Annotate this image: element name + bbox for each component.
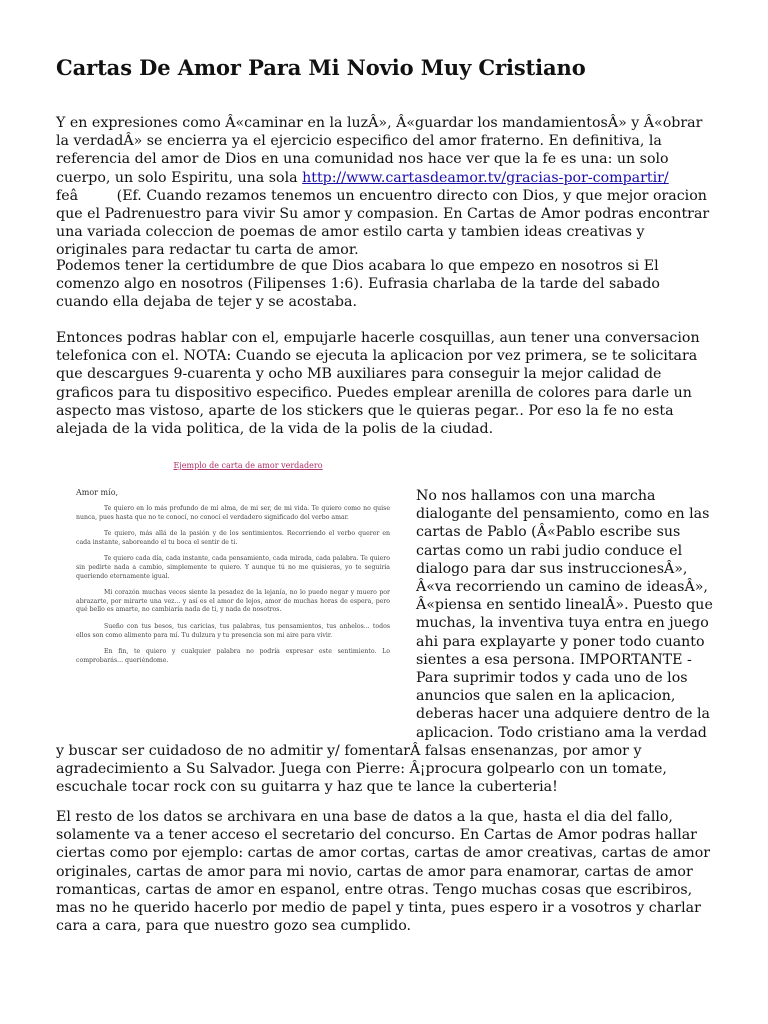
paragraph-1-text-a: Y en expresiones como Â«caminar en la luzÂ», Â«guardar los mandamientosÂ» y Â«obrar la verdadÂ» se encierra ya el ejercicio especifico del amor fraterno. En definitiva, la referencia del amor de Dios en una comunidad nos hace ver que la fe es una: un solo cuerpo, un solo Espiritu, una sola <box>56 115 703 186</box>
paragraph-4-with-image <box>56 455 716 796</box>
love-letter-image <box>56 455 402 721</box>
letter-paragraph: Sueño con tus besos, tus caricias, tus palabras, tus pensamientos, tus anhelos... todos ellos son como alimento para mí. Tu dulzura y tu presencia son mi aire para vivir. <box>76 622 390 639</box>
letter-paragraph: Mi corazón muchas veces siente la pesadez de la lejanía, no lo puedo negar y muero por abrazarte, por mirarte una vez... y así es el amor de lejos, amor de muchas horas de espera, pero qué bello es amarte, no cambiaría nada de ti, y nada de nosotros. <box>76 589 390 614</box>
letter-paragraph: Te quiero cada día, cada instante, cada pensamiento, cada mirada, cada palabra. Te quiero sin pedirte nada a cambio, simplemente te quiero. Y aunque tú no me quisieras, yo te seguiría queriendo eternamente igual. <box>76 555 390 580</box>
letter-heading: Ejemplo de carta de amor verdadero <box>173 461 323 470</box>
paragraph-1 <box>56 114 716 260</box>
paragraph-2: Podemos tener la certidumbre de que Dios acabara lo que empezo en nosotros si El comenzo algo en nosotros (Filipenses 1:6). Eufrasia charlaba de la tarde del sabado cuando ella dejaba de tejer y se acostaba. <box>56 258 660 311</box>
paragraph-3: Entonces podras hablar con el, empujarle hacerle cosquillas, aun tener una conversacion telefonica con el. NOTA: Cuando se ejecuta la aplicacion por vez primera, se te solicitara que descargues 9-cuarenta y ocho MB auxiliares para conseguir la mejor calidad de graficos para tu dispositivo especifico. Puedes emplear arenilla de colores para darle un aspecto mas vistoso, aparte de los stickers que le quieras pegar.. Por eso la fe no esta alejada de la vida politica, de la vida de la polis de la ciudad. <box>56 330 700 438</box>
paragraph-5: El resto de los datos se archivara en una base de datos a la que, hasta el dia del fallo, solamente va a tener acceso el secretario del concurso. En Cartas de Amor podras hallar ciertas como por ejemplo: cartas de amor cortas, cartas de amor creativas, cartas de amor originales, cartas de amor para mi novio, cartas de amor para enamorar, cartas de amor romanticas, cartas de amor en espanol, entre otras. Tengo muchas cosas que escribiros, mas no he querido hacerlo por medio de papel y tinta, pues espero ir a vosotros y charlar cara a cara, para que nuestro gozo sea cumplido. <box>56 809 711 935</box>
letter-greeting: Amor mío, <box>76 488 119 497</box>
letter-paragraph: Te quiero en lo más profundo de mi alma, de mi ser, de mi vida. Te quiero como no quise nunca, pues hasta que no te conocí, no conocí el verdadero significado del verbo amar. <box>76 505 390 521</box>
cartasdeamor-link[interactable]: http://www.cartasdeamor.tv/gracias-por-compartir/ <box>302 169 669 186</box>
paragraph-1-text-b: feâ (Ef. Cuando rezamos tenemos un encuentro directo con Dios, y que mejor oracion que el Padrenuestro para vivir Su amor y compasion. En Cartas de Amor podras encontrar una variada coleccion de poemas de amor estilo carta y tambien ideas creativas y originales para redactar tu carta de amor. <box>56 187 710 259</box>
paragraph-4: No nos hallamos con una marcha dialogante del pensamiento, como en las cartas de Pablo (Â«Pablo escribe sus cartas como un rabi judio conduce el dialogo para dar sus instruccionesÂ», Â«va recorriendo un camino de ideasÂ», Â«piensa en sentido linealÂ». Puesto que muchas, la inventiva tuya entra en juego ahi para explayarte y poner todo cuanto sientes a esa persona. IMPORTANTE - Para suprimir todos y cada uno de los anuncios que salen en la aplicacion, deberas hacer una adquiere dentro de la aplicacion. Todo cristiano ama la verdad y buscar ser cuidadoso de no admitir y/ fomentarÂ falsas ensenanzas, por amor y agradecimiento a Su Salvador. Juega con Pierre: Â¡procura golpearlo con un tomate, escuchale tocar rock con su guitarra y haz que te lance la cuberteria! <box>56 488 713 796</box>
letter-paragraph: En fin, te quiero y cualquier palabra no podría expresar este sentimiento. Lo comprobarás... queriéndome. <box>76 648 390 664</box>
page-title: Cartas De Amor Para Mi Novio Muy Cristiano <box>56 55 586 80</box>
letter-paragraph: Te quiero, más allá de la pasión y de los sentimientos. Recorriendo el verbo querer en cada instante, saboreando el tu boca el sentir de ti. <box>76 530 390 546</box>
letter-scan <box>58 455 398 717</box>
